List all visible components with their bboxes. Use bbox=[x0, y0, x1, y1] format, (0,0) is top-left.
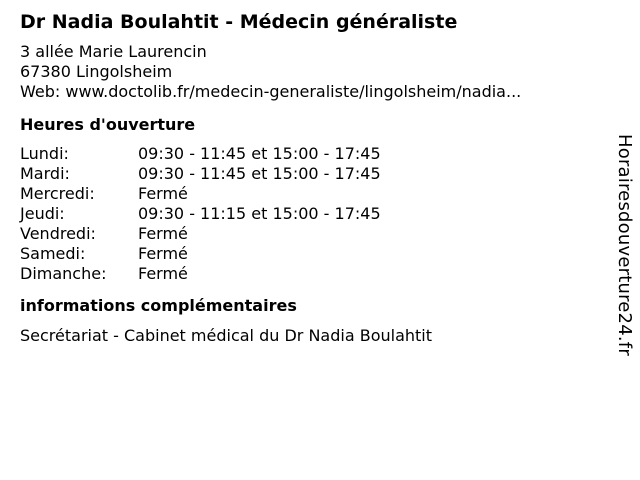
day-label: Lundi: bbox=[20, 144, 69, 163]
hours-value: Fermé bbox=[138, 224, 188, 243]
day-label: Jeudi: bbox=[20, 204, 65, 223]
hours-value: Fermé bbox=[138, 244, 188, 263]
day-label: Vendredi: bbox=[20, 224, 96, 243]
opening-hours-heading: Heures d'ouverture bbox=[20, 115, 196, 134]
hours-row-wednesday bbox=[20, 184, 381, 204]
hours-value: Fermé bbox=[138, 264, 188, 283]
address-street: 3 allée Marie Laurencin bbox=[20, 42, 207, 61]
day-label: Samedi: bbox=[20, 244, 86, 263]
hours-value: 09:30 - 11:45 et 15:00 - 17:45 bbox=[138, 164, 381, 183]
hours-row-saturday bbox=[20, 244, 381, 264]
additional-info-text: Secrétariat - Cabinet médical du Dr Nadia Boulahtit bbox=[20, 326, 432, 345]
day-label: Mercredi: bbox=[20, 184, 95, 203]
hours-value: Fermé bbox=[138, 184, 188, 203]
hours-row-tuesday bbox=[20, 164, 381, 184]
additional-info-heading: informations complémentaires bbox=[20, 296, 297, 315]
hours-value: 09:30 - 11:15 et 15:00 - 17:45 bbox=[138, 204, 381, 223]
day-label: Dimanche: bbox=[20, 264, 107, 283]
address-city: 67380 Lingolsheim bbox=[20, 62, 173, 81]
business-card bbox=[20, 10, 600, 346]
hours-row-monday bbox=[20, 144, 381, 164]
website-line: Web: www.doctolib.fr/medecin-generaliste/lingolsheim/nadia... bbox=[20, 82, 522, 101]
hours-value: 09:30 - 11:45 et 15:00 - 17:45 bbox=[138, 144, 381, 163]
hours-row-sunday bbox=[20, 264, 381, 284]
site-watermark: Horairesdouverture24.fr bbox=[614, 134, 635, 356]
day-label: Mardi: bbox=[20, 164, 70, 183]
hours-row-friday bbox=[20, 224, 381, 244]
opening-hours-table bbox=[20, 144, 381, 284]
page-title: Dr Nadia Boulahtit - Médecin généraliste bbox=[20, 11, 458, 33]
hours-row-thursday bbox=[20, 204, 381, 224]
